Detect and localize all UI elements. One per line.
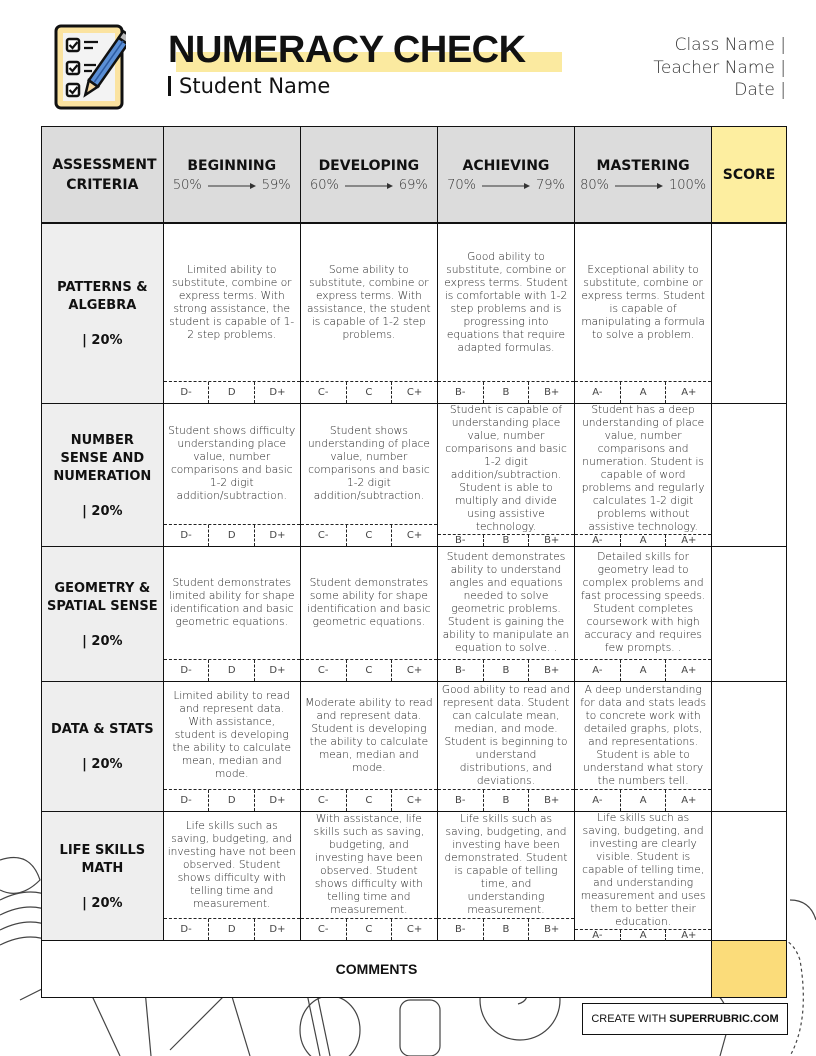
comments-field[interactable] bbox=[42, 941, 712, 997]
teacher-name-field[interactable]: Teacher Name | bbox=[653, 57, 786, 78]
table-row bbox=[42, 812, 786, 940]
range-to: 69% bbox=[398, 178, 428, 193]
grade-option[interactable]: D- bbox=[164, 660, 210, 681]
grade-options bbox=[575, 534, 711, 546]
grade-options bbox=[575, 789, 711, 811]
grade-option[interactable]: A+ bbox=[681, 535, 697, 546]
grade-option[interactable]: B bbox=[484, 660, 530, 681]
range-from: 80% bbox=[580, 178, 609, 193]
grade-option[interactable]: D- bbox=[164, 382, 210, 403]
arrow-right-icon bbox=[345, 182, 393, 190]
grade-option[interactable]: B+ bbox=[544, 924, 560, 935]
level-name: ACHIEVING bbox=[462, 158, 550, 174]
grade-option[interactable]: A bbox=[621, 660, 667, 681]
level-cell-developing bbox=[301, 812, 438, 940]
grade-options bbox=[575, 659, 711, 681]
date-field[interactable]: Date | bbox=[734, 80, 786, 100]
grade-options bbox=[438, 918, 574, 940]
grade-option[interactable]: A bbox=[621, 790, 667, 811]
level-name: DEVELOPING bbox=[318, 158, 420, 174]
level-cell-mastering bbox=[575, 224, 712, 403]
grade-option[interactable]: C bbox=[347, 660, 393, 681]
level-cell-beginning bbox=[164, 404, 301, 546]
level-description: Student demonstrates some ability for shape identification and basic geometric equations. bbox=[307, 577, 431, 628]
grade-option[interactable]: C- bbox=[301, 525, 347, 546]
header-level-developing bbox=[301, 127, 438, 222]
grade-option[interactable]: D- bbox=[164, 919, 210, 940]
total-score-field[interactable] bbox=[712, 941, 786, 997]
grade-options bbox=[438, 789, 574, 811]
grade-options bbox=[164, 659, 300, 681]
criteria-name: GEOMETRY & SPATIAL SENSE bbox=[46, 580, 158, 614]
student-name-divider bbox=[168, 76, 171, 96]
level-name: BEGINNING bbox=[187, 158, 277, 174]
grade-options bbox=[164, 524, 300, 546]
header-level-beginning bbox=[164, 127, 301, 222]
level-cell-achieving bbox=[438, 404, 575, 546]
level-description: With assistance, life skills such as saving, budgeting, and investing have been observed. Student shows difficulty with telling time and measurement. bbox=[313, 813, 425, 916]
grade-options bbox=[438, 381, 574, 403]
grade-option[interactable]: A+ bbox=[681, 795, 697, 806]
header-score bbox=[712, 127, 786, 222]
checklist-pencil-logo-icon bbox=[54, 24, 126, 110]
grade-options bbox=[301, 789, 437, 811]
range-from: 70% bbox=[447, 178, 476, 193]
level-description: Limited ability to read and represent data. With assistance, student is developing the ability to calculate mean, median and mode. bbox=[172, 690, 291, 780]
level-cell-mastering bbox=[575, 682, 712, 811]
grade-options bbox=[164, 381, 300, 403]
grade-option[interactable]: A- bbox=[575, 535, 621, 546]
level-description: Good ability to substitute, combine or express terms. Student is comfortable with 1-2 step problems and is progressing into equations that require adapted formulas. bbox=[444, 250, 568, 354]
criteria-name: DATA & STATS bbox=[51, 722, 154, 737]
grade-option[interactable]: D bbox=[209, 525, 255, 546]
grade-options bbox=[301, 918, 437, 940]
level-description: Exceptional ability to substitute, combine or express terms. Student is capable of manipulating a formula to solve a problem. bbox=[581, 263, 705, 341]
level-description: Moderate ability to read and represent data. Student is developing the ability to calculate mean, median and mode. bbox=[305, 696, 433, 774]
header-level-achieving bbox=[438, 127, 575, 222]
grade-option[interactable]: D+ bbox=[269, 795, 286, 806]
criteria-cell bbox=[42, 682, 164, 811]
level-description: Student shows understanding of place value, number comparisons and basic 1-2 digit addition/subtraction. bbox=[307, 425, 430, 502]
level-description: Life skills such as saving, budgeting, and investing have been demonstrated. Student is capable of telling time, and understanding measurement. bbox=[444, 813, 568, 916]
grade-option[interactable]: A bbox=[621, 930, 667, 941]
level-range bbox=[310, 178, 428, 193]
grade-option[interactable]: A- bbox=[575, 660, 621, 681]
level-cell-achieving bbox=[438, 224, 575, 403]
header-level-mastering bbox=[575, 127, 712, 222]
range-to: 59% bbox=[261, 178, 291, 193]
grade-option[interactable]: C+ bbox=[406, 924, 423, 935]
grade-option[interactable]: C- bbox=[301, 660, 347, 681]
student-name-field[interactable] bbox=[168, 74, 526, 98]
level-cell-mastering bbox=[575, 404, 712, 546]
grade-options bbox=[301, 659, 437, 681]
level-range bbox=[580, 178, 706, 193]
range-to: 79% bbox=[535, 178, 565, 193]
rubric-table bbox=[41, 126, 787, 998]
grade-option[interactable]: D+ bbox=[269, 665, 286, 676]
grade-option[interactable]: D bbox=[209, 382, 255, 403]
grade-option[interactable]: D+ bbox=[269, 387, 286, 398]
criteria-name: PATTERNS & ALGEBRA bbox=[57, 280, 148, 313]
level-range bbox=[447, 178, 565, 193]
criteria-cell bbox=[42, 547, 164, 681]
level-cell-mastering bbox=[575, 547, 712, 681]
criteria-name: NUMBER SENSE AND NUMERATION bbox=[53, 432, 152, 484]
grade-options bbox=[164, 918, 300, 940]
criteria-cell bbox=[42, 404, 164, 546]
score-field[interactable] bbox=[712, 224, 786, 403]
level-cell-developing bbox=[301, 404, 438, 546]
criteria-weight: | 20% bbox=[82, 895, 123, 911]
criteria-weight: | 20% bbox=[82, 503, 123, 519]
grade-option[interactable]: D bbox=[209, 790, 255, 811]
grade-option[interactable]: A bbox=[621, 382, 667, 403]
grade-option[interactable]: D+ bbox=[269, 530, 286, 541]
score-field[interactable] bbox=[712, 812, 786, 940]
level-description: Life skills such as saving, budgeting, and investing have not been observed. Student shows difficulty with telling time and measurement. bbox=[167, 819, 296, 910]
level-description: A deep understanding for data and stats leads to concrete work with detailed graphs, plots, and representations. Student is able to understand what story the numbers tell. bbox=[580, 683, 707, 787]
class-name-field[interactable]: Class Name | bbox=[674, 35, 786, 55]
grade-option[interactable]: C bbox=[347, 525, 393, 546]
criteria-weight: | 20% bbox=[82, 633, 123, 649]
table-row bbox=[42, 404, 786, 547]
grade-options bbox=[438, 534, 574, 546]
level-range bbox=[173, 178, 291, 193]
rubric-rows bbox=[42, 223, 786, 940]
grade-options bbox=[301, 381, 437, 403]
level-cell-beginning bbox=[164, 812, 301, 940]
grade-option[interactable]: D- bbox=[164, 790, 210, 811]
level-cell-achieving bbox=[438, 812, 575, 940]
grade-option[interactable]: D- bbox=[164, 525, 210, 546]
grade-option[interactable]: A- bbox=[575, 790, 621, 811]
table-row bbox=[42, 547, 786, 682]
grade-options bbox=[164, 789, 300, 811]
grade-option[interactable]: B- bbox=[438, 660, 484, 681]
arrow-right-icon bbox=[482, 182, 530, 190]
grade-option[interactable]: B- bbox=[438, 382, 484, 403]
grade-option[interactable]: A- bbox=[575, 382, 621, 403]
page-title: NUMERACY CHECK bbox=[168, 29, 526, 71]
superrubric-credit[interactable] bbox=[582, 1003, 788, 1035]
grade-option[interactable]: C+ bbox=[406, 795, 423, 806]
grade-option[interactable]: B+ bbox=[544, 535, 560, 546]
grade-option[interactable]: B bbox=[484, 535, 530, 546]
grade-option[interactable]: D bbox=[209, 919, 255, 940]
score-field[interactable] bbox=[712, 404, 786, 546]
grade-option[interactable]: C- bbox=[301, 382, 347, 403]
student-name-label: Student Name bbox=[179, 74, 331, 98]
level-description: Some ability to substitute, combine or express terms. With assistance, the student is capable of 1-2 step problems. bbox=[307, 263, 431, 341]
table-row bbox=[42, 682, 786, 812]
grade-options bbox=[301, 524, 437, 546]
table-header-row bbox=[42, 127, 786, 223]
level-cell-achieving bbox=[438, 547, 575, 681]
level-cell-beginning bbox=[164, 547, 301, 681]
level-description: Student demonstrates ability to understand angles and equations needed to solve geometric problems. Student is gaining the ability to manipulate an equation to solve. . bbox=[442, 551, 570, 654]
level-cell-beginning bbox=[164, 224, 301, 403]
grade-option[interactable]: C bbox=[347, 919, 393, 940]
grade-option[interactable]: A+ bbox=[681, 387, 697, 398]
header-criteria bbox=[42, 127, 164, 222]
grade-option[interactable]: B bbox=[484, 790, 530, 811]
criteria-cell bbox=[42, 224, 164, 403]
criteria-name: LIFE SKILLS MATH bbox=[59, 842, 146, 876]
grade-option[interactable]: C- bbox=[301, 790, 347, 811]
arrow-right-icon bbox=[615, 182, 663, 190]
criteria-weight: | 20% bbox=[82, 757, 123, 772]
level-cell-beginning bbox=[164, 682, 301, 811]
level-name: MASTERING bbox=[596, 158, 690, 174]
level-cell-developing bbox=[301, 682, 438, 811]
credit-brand: SUPERRUBRIC.COM bbox=[669, 1013, 779, 1025]
grade-option[interactable]: B- bbox=[438, 919, 484, 940]
grade-options bbox=[575, 381, 711, 403]
range-from: 60% bbox=[309, 178, 339, 193]
grade-option[interactable]: C bbox=[347, 382, 393, 403]
level-description: Student has a deep understanding of place value, number comparisons and numeration. Student is capable of word problems and regularly calculates 1-2 digit problems without assistive technology. bbox=[581, 404, 705, 533]
grade-option[interactable]: B+ bbox=[544, 387, 560, 398]
level-description: Student is capable of understanding place value, number comparisons and basic 1-2 digit addition/subtraction. Student is able to multiply and divide using assistive technology. bbox=[445, 404, 567, 533]
grade-option[interactable]: B+ bbox=[544, 795, 560, 806]
grade-option[interactable]: A+ bbox=[681, 665, 697, 676]
credit-prefix: CREATE WITH bbox=[591, 1013, 667, 1025]
criteria-header-label: ASSESSMENT CRITERIA bbox=[52, 156, 157, 193]
grade-option[interactable]: B+ bbox=[544, 665, 560, 676]
grade-option[interactable]: C+ bbox=[406, 665, 423, 676]
comments-label: COMMENTS bbox=[335, 961, 418, 977]
level-cell-developing bbox=[301, 224, 438, 403]
table-row bbox=[42, 224, 786, 404]
grade-option[interactable]: A bbox=[621, 535, 667, 546]
grade-options bbox=[438, 659, 574, 681]
grade-option[interactable]: A+ bbox=[681, 930, 697, 941]
level-cell-mastering bbox=[575, 812, 712, 940]
grade-option[interactable]: B- bbox=[438, 535, 484, 546]
score-header-label: SCORE bbox=[722, 166, 776, 183]
score-field[interactable] bbox=[712, 547, 786, 681]
grade-option[interactable]: D+ bbox=[269, 924, 286, 935]
range-to: 100% bbox=[668, 178, 707, 193]
score-field[interactable] bbox=[712, 682, 786, 811]
grade-option[interactable]: A- bbox=[575, 930, 621, 941]
grade-options bbox=[575, 929, 711, 941]
grade-option[interactable]: C- bbox=[301, 919, 347, 940]
level-cell-developing bbox=[301, 547, 438, 681]
criteria-weight: | 20% bbox=[82, 333, 123, 348]
grade-option[interactable]: C+ bbox=[406, 387, 423, 398]
level-description: Life skills such as saving, budgeting, and investing are clearly visible. Student is capable of telling time, and understanding measurement and uses them to better their education. bbox=[580, 812, 706, 928]
grade-option[interactable]: C bbox=[347, 790, 393, 811]
title-block bbox=[168, 28, 526, 98]
grade-option[interactable]: B bbox=[484, 919, 530, 940]
comments-row bbox=[42, 940, 786, 997]
level-cell-achieving bbox=[438, 682, 575, 811]
arrow-right-icon bbox=[208, 182, 256, 190]
level-description: Student shows difficulty understanding place value, number comparisons and basic 1-2 digit addition/subtraction. bbox=[168, 425, 296, 502]
grade-option[interactable]: D bbox=[209, 660, 255, 681]
grade-option[interactable]: B- bbox=[438, 790, 484, 811]
level-description: Limited ability to substitute, combine or express terms. With strong assistance, the student is capable of 1-2 step problems. bbox=[169, 263, 295, 341]
grade-option[interactable]: C+ bbox=[406, 530, 423, 541]
criteria-cell bbox=[42, 812, 164, 940]
level-description: Detailed skills for geometry lead to complex problems and fast processing speeds. Student completes coursework with high accuracy and requires few prompts. . bbox=[581, 551, 706, 654]
range-from: 50% bbox=[172, 178, 202, 193]
grade-option[interactable]: B bbox=[484, 382, 530, 403]
level-description: Student demonstrates limited ability for shape identification and basic geometric equations. bbox=[168, 577, 295, 628]
class-info bbox=[653, 34, 786, 102]
level-description: Good ability to read and represent data. Student can calculate mean, median, and mode. Student is beginning to understand distributions, and deviations. bbox=[441, 683, 571, 787]
